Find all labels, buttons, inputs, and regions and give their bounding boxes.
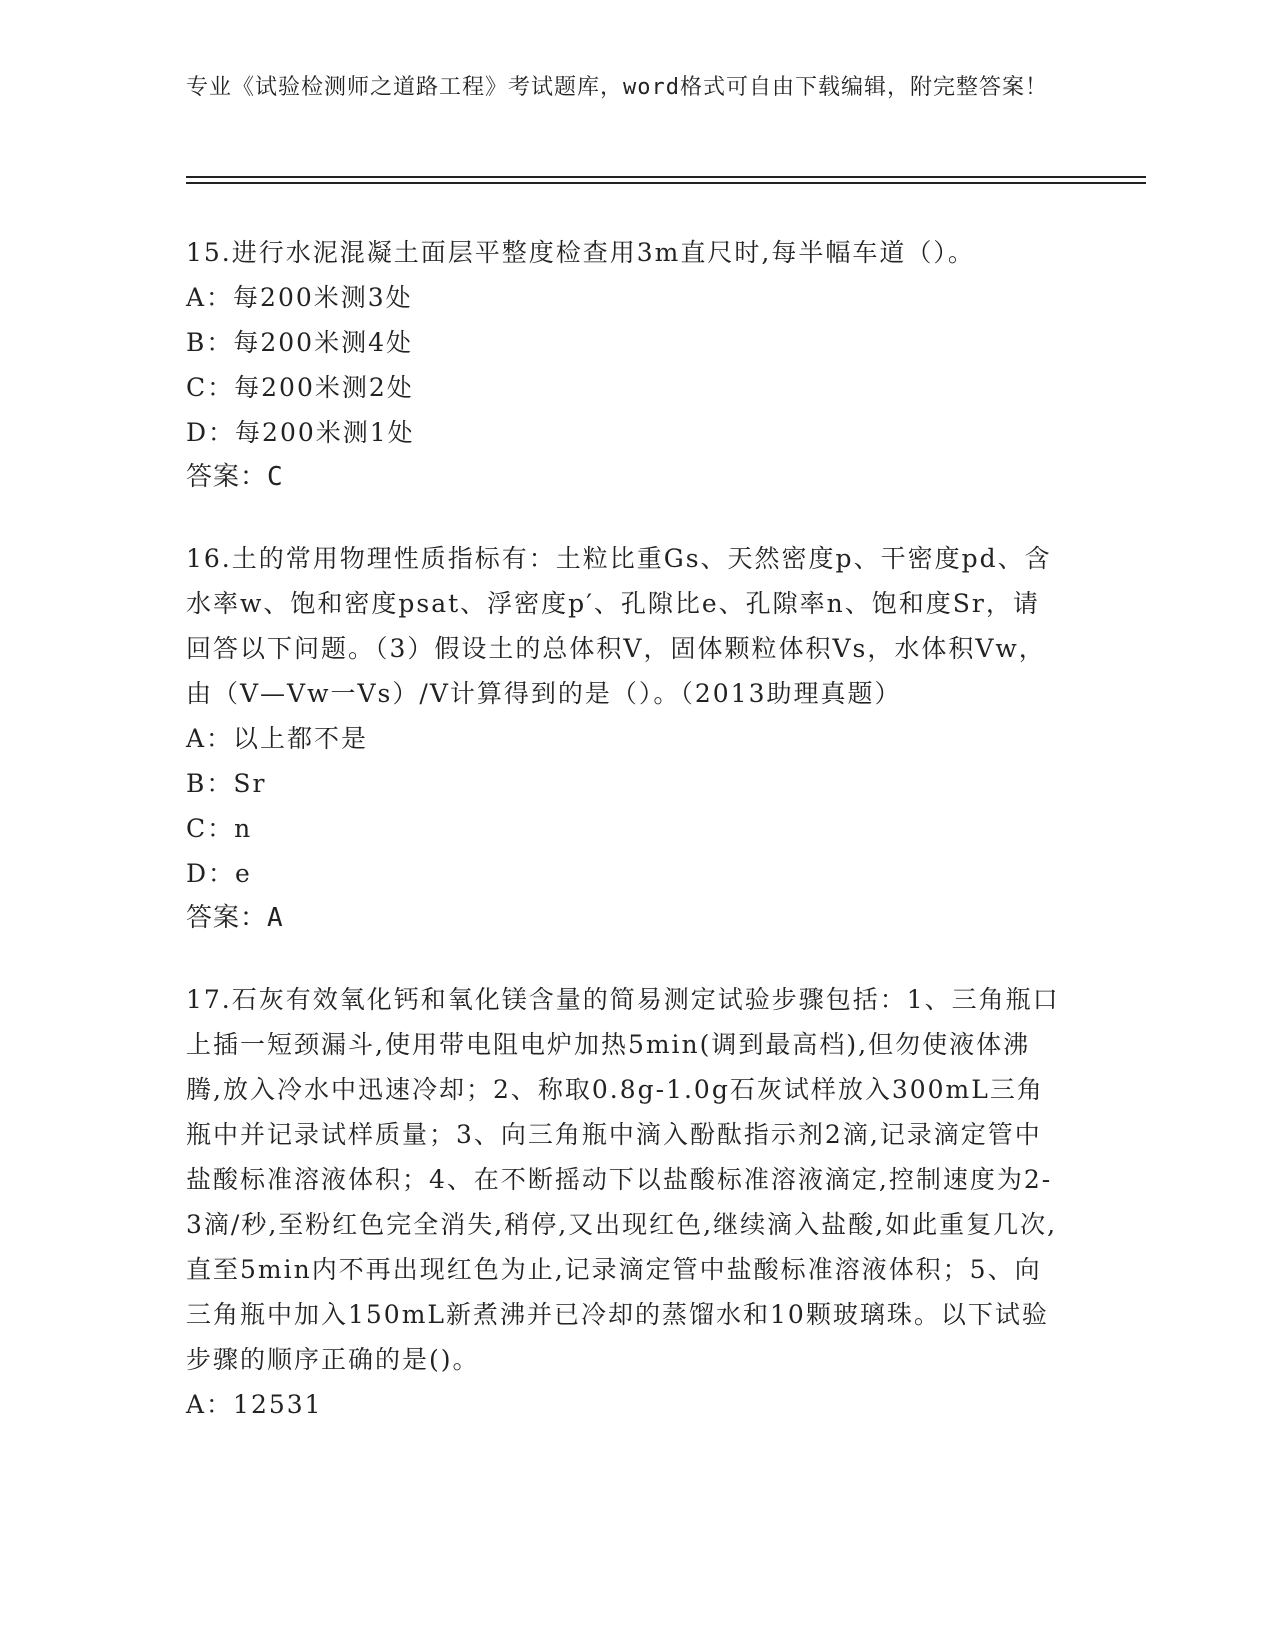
option-a: A：12531: [186, 1390, 323, 1419]
question-list: [186, 230, 1066, 1463]
question-16: [186, 536, 1066, 941]
header-divider-bottom: [186, 182, 1146, 184]
answer: 答案：A: [186, 903, 284, 933]
question-text: 16.土的常用物理性质指标有：土粒比重Gs、天然密度p、干密度pd、含水率w、饱和密度psat、浮密度p′、孔隙比e、孔隙率n、饱和度Sr，请回答以下问题。（3）假设土的总体积V，固体颗粒体积Vs，水体积Vw，由（V—Vw一Vs）/V计算得到的是（）。（2013助理真题）: [186, 544, 1052, 708]
option-a: A：每200米测3处: [186, 283, 413, 312]
question-17: [186, 977, 1066, 1427]
answer: 答案：C: [186, 462, 284, 492]
option-b: B：每200米测4处: [186, 328, 413, 357]
option-c: C：n: [186, 814, 253, 843]
option-d: D：每200米测1处: [186, 418, 415, 447]
option-b: B：Sr: [186, 769, 267, 798]
document-header: 专业《试验检测师之道路工程》考试题库，word格式可自由下载编辑，附完整答案！: [186, 75, 1048, 100]
question-text: 15.进行水泥混凝土面层平整度检查用3m直尺时,每半幅车道（）。: [186, 238, 975, 267]
option-c: C：每200米测2处: [186, 373, 414, 402]
option-d: D：e: [186, 859, 252, 888]
question-text: 17.石灰有效氧化钙和氧化镁含量的简易测定试验步骤包括：1、三角瓶口上插一短颈漏斗,使用带电阻电炉加热5min(调到最高档),但勿使液体沸腾,放入冷水中迅速冷却；2、称取0.8g-1.0g石灰试样放入300mL三角瓶中并记录试样质量；3、向三角瓶中滴入酚酞指示剂2滴,记录滴定管中盐酸标准溶液体积；4、在不断摇动下以盐酸标准溶液滴定,控制速度为2-3滴/秒,至粉红色完全消失,稍停,又出现红色,继续滴入盐酸,如此重复几次,直至5min内不再出现红色为止,记录滴定管中盐酸标准溶液体积；5、向三角瓶中加入150mL新煮沸并已冷却的蒸馏水和10颗玻璃珠。以下试验步骤的顺序正确的是()。: [186, 985, 1060, 1374]
question-15: [186, 230, 1066, 500]
header-divider-top: [186, 176, 1146, 178]
option-a: A：以上都不是: [186, 724, 369, 753]
